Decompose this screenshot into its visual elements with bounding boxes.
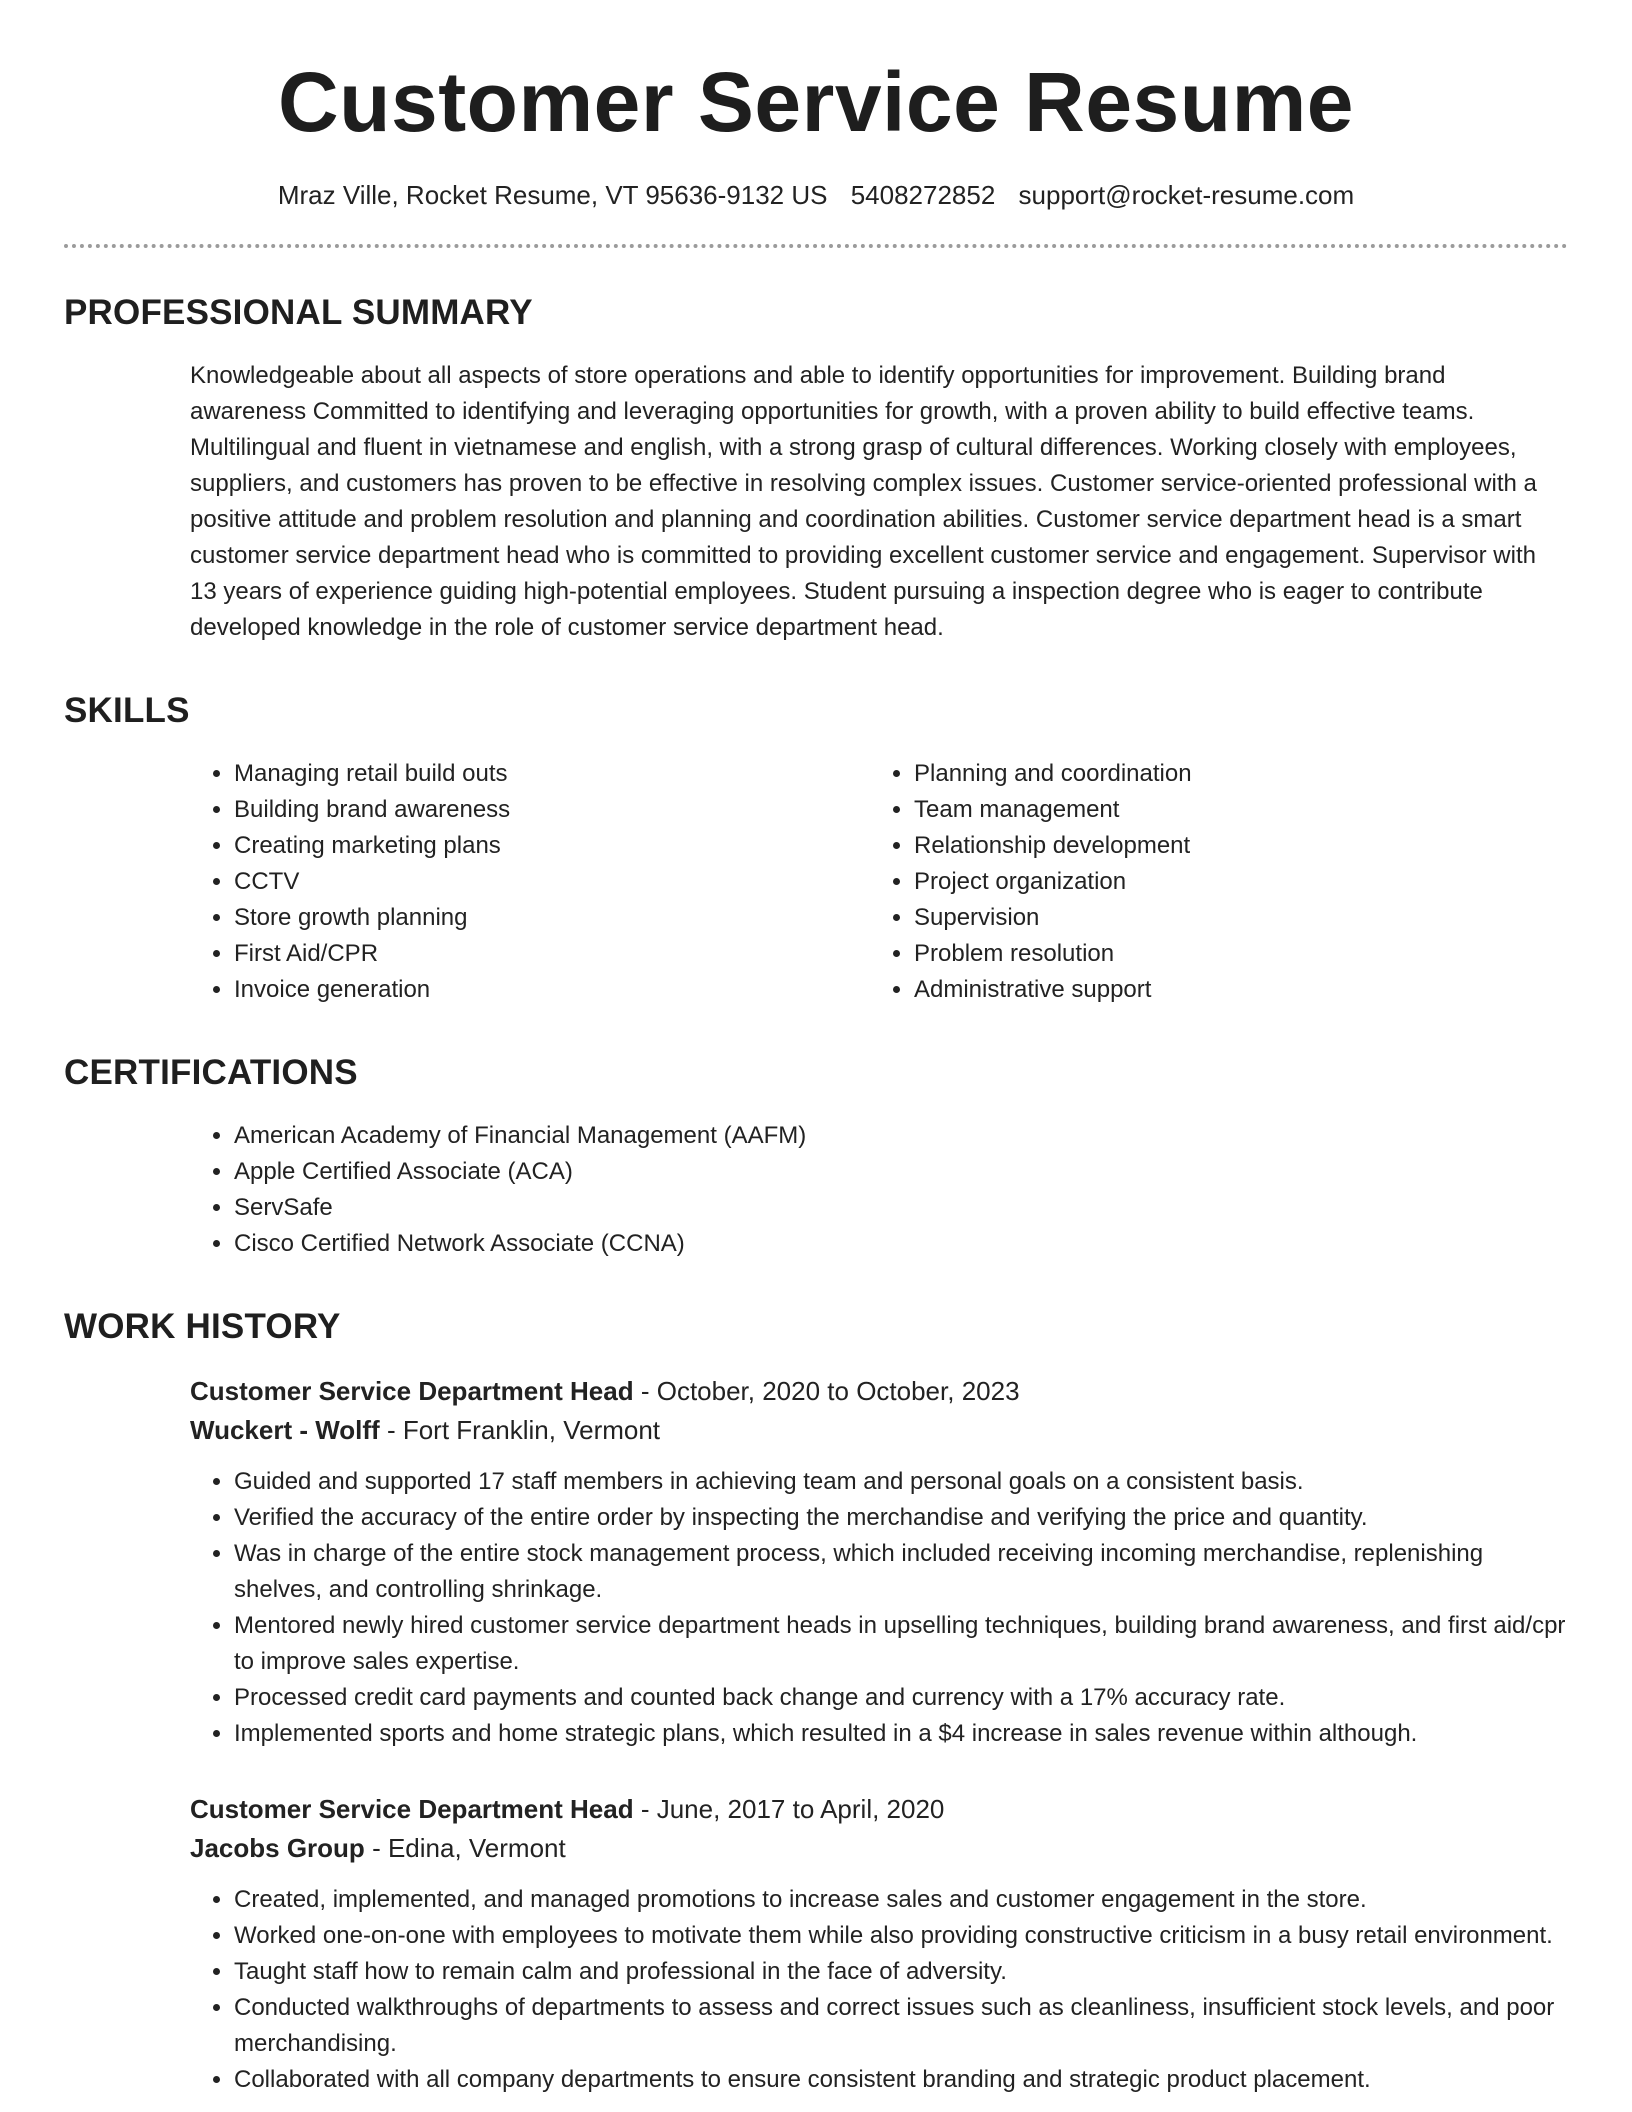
skill-item: • First Aid/CPR [234,936,870,972]
job-entry [190,1790,1568,2098]
skills-list-left [190,756,870,1008]
job-dates: - June, 2017 to April, 2020 [640,1793,945,1824]
certifications-list [190,1118,1568,1262]
job-location: - Edina, Vermont [372,1832,566,1863]
skill-item: • Building brand awareness [234,792,870,828]
contact-address: Mraz Ville, Rocket Resume, VT 95636-9132 US [277,179,828,210]
job-company: Wuckert - Wolff [190,1414,380,1445]
job-company-line [190,1411,1568,1450]
job-bullet: • Conducted walkthroughs of departments to assess and correct issues such as cleanliness, insufficient stock levels, and poor merchandising. [234,1990,1568,2062]
job-bullet: • Worked one-on-one with employees to motivate them while also providing constructive criticism in a busy retail environment. [234,1918,1568,1954]
skills-grid [190,756,1568,1008]
skill-item: • Relationship development [914,828,1568,864]
work-history-section [64,1306,1568,2098]
job-bullet: • Collaborated with all company departments to ensure consistent branding and strategic product placement. [234,2062,1568,2098]
certification-item: • American Academy of Financial Management (AAFM) [234,1118,1568,1154]
skill-item: • CCTV [234,864,870,900]
job-bullet: • Verified the accuracy of the entire order by inspecting the merchandise and verifying the price and quantity. [234,1500,1568,1536]
job-bullets [190,1882,1568,2098]
work-history-body [190,1372,1568,2098]
job-title: Customer Service Department Head [190,1793,634,1824]
contact-email: support@rocket-resume.com [1018,179,1355,210]
summary-body [190,358,1568,646]
job-company: Jacobs Group [190,1832,365,1863]
section-title-work-history: WORK HISTORY [64,1306,341,1346]
professional-summary-section [64,292,1568,646]
job-title: Customer Service Department Head [190,1375,634,1406]
certifications-section [64,1052,1568,1262]
section-title-summary: PROFESSIONAL SUMMARY [64,292,533,332]
job-location: - Fort Franklin, Vermont [386,1414,661,1445]
job-bullet: • Implemented sports and home strategic plans, which resulted in a $4 increase in sales revenue within although. [234,1716,1568,1752]
resume-header [64,0,1568,248]
contact-line [64,179,1568,213]
skill-item: • Creating marketing plans [234,828,870,864]
skills-list-right [870,756,1568,1008]
skills-section [64,690,1568,1008]
skill-item: • Problem resolution [914,936,1568,972]
job-bullet: • Taught staff how to remain calm and professional in the face of adversity. [234,1954,1568,1990]
job-company-line [190,1829,1568,1868]
job-title-line [190,1790,1568,1829]
skill-item: • Store growth planning [234,900,870,936]
skill-item: • Project organization [914,864,1568,900]
job-dates: - October, 2020 to October, 2023 [640,1375,1020,1406]
job-bullet: • Mentored newly hired customer service department heads in upselling techniques, building brand awareness, and first aid/cpr to improve sales expertise. [234,1608,1568,1680]
section-title-certifications: CERTIFICATIONS [64,1052,358,1092]
certification-item: • Cisco Certified Network Associate (CCNA) [234,1226,1568,1262]
certifications-body [190,1118,1568,1262]
header-divider [64,244,1568,248]
contact-phone: 5408272852 [850,179,996,210]
job-title-line [190,1372,1568,1411]
skill-item: • Supervision [914,900,1568,936]
certification-item: • Apple Certified Associate (ACA) [234,1154,1568,1190]
resume-title: Customer Service Resume [278,55,1354,149]
job-bullet: • Processed credit card payments and counted back change and currency with a 17% accuracy rate. [234,1680,1568,1716]
job-bullet: • Guided and supported 17 staff members in achieving team and personal goals on a consistent basis. [234,1464,1568,1500]
skill-item: • Invoice generation [234,972,870,1008]
skill-item: • Managing retail build outs [234,756,870,792]
job-bullet: • Created, implemented, and managed promotions to increase sales and customer engagement in the store. [234,1882,1568,1918]
section-title-skills: SKILLS [64,690,190,730]
job-bullet: • Was in charge of the entire stock management process, which included receiving incoming merchandise, replenishing shelves, and controlling shrinkage. [234,1536,1568,1608]
skill-item: • Administrative support [914,972,1568,1008]
job-bullets [190,1464,1568,1752]
skill-item: • Planning and coordination [914,756,1568,792]
skill-item: • Team management [914,792,1568,828]
certification-item: • ServSafe [234,1190,1568,1226]
job-entry [190,1372,1568,1752]
summary-text: Knowledgeable about all aspects of store operations and able to identify opportunities for improvement. Building brand awareness Committed to identifying and leveraging opportunities for growth, with a proven ability to build effective teams. Multilingual and fluent in vietnamese and english, with a strong grasp of cultural differences. Working closely with employees, suppliers, and customers has proven to be effective in resolving complex issues. Customer service-oriented professional with a positive attitude and problem resolution and planning and coordination abilities. Customer service department head is a smart customer service department head who is committed to providing excellent customer service and engagement. Supervisor with 13 years of experience guiding high-potential employees. Student pursuing a inspection degree who is eager to contribute developed knowledge in the role of customer service department head. [190,361,1537,641]
